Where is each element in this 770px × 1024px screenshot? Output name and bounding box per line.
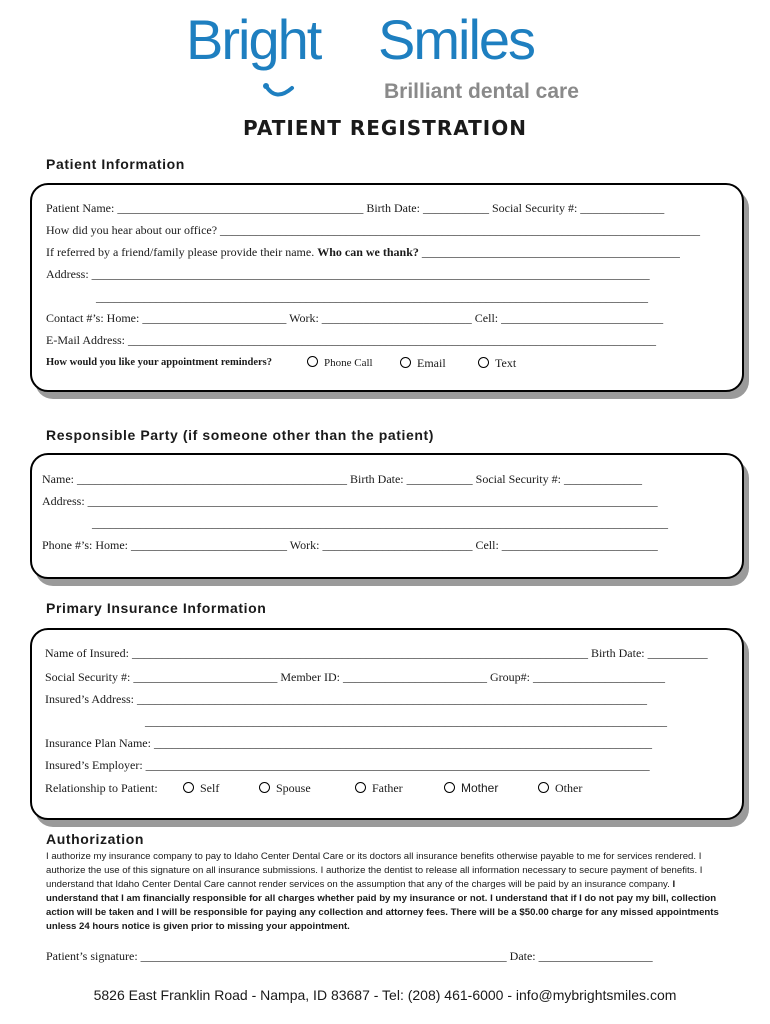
reminder-option-label: Email [417, 356, 446, 370]
reminder-option-text[interactable] [478, 356, 516, 370]
relationship-option-other[interactable] [538, 781, 582, 795]
relationship-option-father[interactable] [355, 781, 403, 795]
patient-contact-field[interactable]: Contact #’s: Home: ________________________ Work: _________________________ Cell: ___________________________ [46, 311, 664, 325]
patient-section-heading: Patient Information [46, 156, 185, 172]
referred-bold-label: Who can we thank? [317, 245, 419, 259]
radio-icon [400, 357, 411, 368]
radio-icon [183, 782, 194, 793]
relationship-label: Relationship to Patient: [45, 781, 158, 795]
referred-by-field[interactable] [46, 245, 680, 259]
responsible-address-field[interactable]: Address: _______________________________________________________________________________________________ [42, 494, 658, 508]
patient-name-field[interactable]: Patient Name: _________________________________________ Birth Date: ___________ Social Security #: ______________ [46, 201, 665, 215]
radio-icon [307, 356, 318, 367]
responsible-section-heading: Responsible Party (if someone other than the patient) [46, 427, 435, 443]
insured-employer-field[interactable]: Insured’s Employer: ____________________________________________________________________________________ [45, 758, 650, 772]
logo-tagline: Brilliant dental care [384, 80, 579, 103]
relationship-option-label: Father [372, 781, 403, 795]
relationship-option-mother[interactable] [444, 781, 498, 795]
relationship-option-label: Mother [461, 781, 499, 795]
responsible-phone-field[interactable]: Phone #’s: Home: __________________________ Work: _________________________ Cell: __________________________ [42, 538, 658, 552]
authorization-text [46, 850, 726, 934]
referred-blank: ___________________________________________ [421, 245, 680, 259]
authorization-financial-terms: I understand that I am financially responsible for all charges whether paid by my insurance or not. I understand that if I do not pay my bill, collection action will be taken and I will be responsible for paying any collection and attorney fees. There will be a $50.00 charge for any missed appointments unless 24 hours notice is given prior to missing your appointment. [46, 879, 719, 932]
radio-icon [355, 782, 366, 793]
patient-email-field[interactable]: E-Mail Address: ________________________________________________________________________________________ [46, 333, 656, 347]
insured-address-field-2[interactable]: _______________________________________________________________________________________ [145, 714, 667, 728]
insured-address-field[interactable]: Insured’s Address: _____________________________________________________________________________________ [45, 692, 647, 706]
page-title: PATIENT REGISTRATION [243, 116, 527, 140]
reminder-option-label: Phone Call [324, 357, 373, 369]
patient-address-field[interactable]: Address: _____________________________________________________________________________________________ [46, 267, 650, 281]
insured-name-field[interactable]: Name of Insured: ____________________________________________________________________________ Birth Date: __________ [45, 646, 708, 660]
relationship-option-spouse[interactable] [259, 781, 311, 795]
signature-date-field[interactable]: Patient’s signature: _____________________________________________________________ Date: ___________________ [46, 949, 653, 963]
authorization-paragraph: I authorize my insurance company to pay to Idaho Center Dental Care or its doctors all insurance benefits otherwise payable to me for services rendered. I authorize the use of this signature on all insurance submissions. I authorize the dentist to release all information necessary to secure payment of benefits. I understand that Idaho Center Dental Care cannot render services on the assumption that any of the charges will be paid by an insurance company. [46, 851, 703, 890]
reminder-option-email[interactable] [400, 356, 446, 370]
authorization-heading: Authorization [46, 831, 145, 847]
reminder-option-phone[interactable] [307, 356, 373, 370]
reminder-option-label: Text [495, 356, 517, 370]
relationship-option-label: Spouse [276, 781, 311, 795]
responsible-address-field-2[interactable]: ________________________________________________________________________________________________ [92, 516, 668, 530]
reminders-question: How would you like your appointment reminders? [46, 357, 272, 368]
reminders-label [46, 356, 272, 370]
smile-swoosh-icon [262, 82, 296, 102]
insurance-section-heading: Primary Insurance Information [46, 600, 267, 616]
radio-icon [538, 782, 549, 793]
patient-address-field-2[interactable]: ____________________________________________________________________________________________ [96, 290, 648, 304]
relationship-option-label: Other [555, 781, 583, 795]
logo-bright-text: Bright [186, 8, 321, 71]
radio-icon [444, 782, 455, 793]
radio-icon [478, 357, 489, 368]
radio-icon [259, 782, 270, 793]
referred-prefix-label: If referred by a friend/family please provide their name. [46, 245, 315, 259]
footer-contact: 5826 East Franklin Road - Nampa, ID 83687 - Tel: (208) 461-6000 - info@mybrightsmiles.com [93, 987, 677, 1003]
insurance-plan-field[interactable]: Insurance Plan Name: ___________________________________________________________________________________ [45, 736, 652, 750]
logo-smiles-text: Smiles [378, 8, 535, 71]
relationship-option-label: Self [200, 781, 220, 795]
hear-about-field[interactable]: How did you hear about our office? ________________________________________________________________________________ [46, 223, 701, 237]
responsible-name-field[interactable]: Name: _____________________________________________ Birth Date: ___________ Social Security #: _____________ [42, 472, 642, 486]
insured-ssn-field[interactable]: Social Security #: ________________________ Member ID: ________________________ Group#: ______________________ [45, 670, 665, 684]
relationship-option-self[interactable] [183, 781, 219, 795]
